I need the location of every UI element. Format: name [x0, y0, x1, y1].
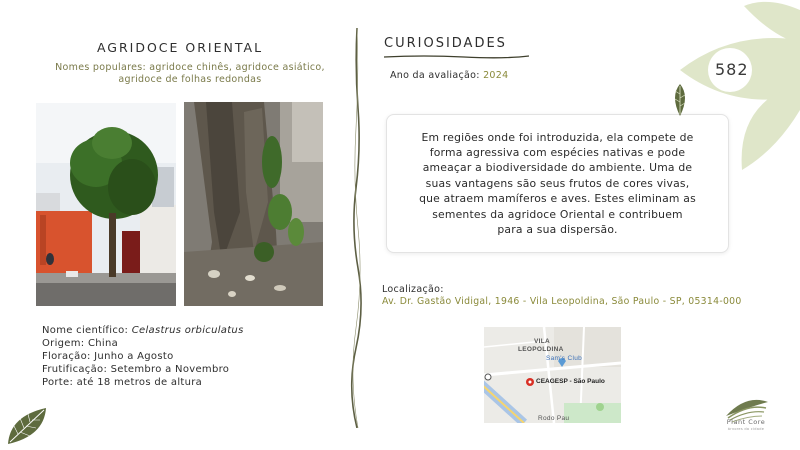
scientific-name-label: Nome científico: [42, 325, 132, 336]
location-address[interactable]: Av. Dr. Gastão Vidigal, 1946 - Vila Leopoldina, São Paulo - SP, 05314-000 [382, 296, 742, 307]
curiosity-line: suas vantagens são seus frutos de cores vivas, [425, 176, 690, 190]
evaluation-year-value: 2024 [483, 70, 509, 81]
scientific-name [42, 324, 244, 337]
location-map[interactable] [484, 327, 621, 423]
popular-names [30, 62, 350, 86]
vertical-divider [350, 28, 364, 428]
popular-names-line-1: Nomes populares: agridoce chinês, agridoce asiático, [55, 62, 325, 73]
curiosity-line: ameaçar a biodiversidade do ambiente. Uma de [422, 161, 693, 175]
curiosity-line: Em regiões onde foi introduzida, ela compete de [421, 130, 694, 144]
trunk-photo-illustration [184, 102, 323, 306]
species-title: AGRIDOCE ORIENTAL [96, 40, 264, 55]
brand-name: Plant Core [726, 418, 766, 426]
size: Porte: até 18 metros de altura [42, 377, 203, 388]
curiosities-heading: CURIOSIDADES [384, 36, 507, 51]
evaluation-year [390, 70, 508, 81]
popular-names-line-2: agridoce de folhas redondas [118, 74, 262, 85]
curiosity-text [419, 130, 696, 238]
small-leaf-icon [670, 84, 690, 116]
tree-photo [36, 103, 176, 306]
brand-tagline: árvores da cidade [727, 427, 765, 431]
scientific-name-value: Celastrus orbiculatus [131, 325, 244, 336]
location-label: Localização: [382, 284, 444, 295]
map-district-line-1: VILA [534, 338, 551, 345]
trunk-photo [184, 102, 323, 306]
decorative-leaves [672, 0, 800, 180]
map-district-line-2: LEOPOLDINA [518, 346, 564, 353]
origin: Origem: China [42, 338, 119, 349]
corner-leaf-icon [6, 406, 48, 446]
species-facts [42, 324, 244, 389]
map-poi-label: Sam's Club [546, 355, 583, 362]
map-street-label: Rodo Pau [538, 415, 570, 422]
flowering: Floração: Junho a Agosto [42, 351, 174, 362]
curiosity-line: para a sua dispersão. [497, 223, 618, 237]
evaluation-year-label: Ano da avaliação: [390, 70, 484, 81]
tree-photo-illustration [36, 103, 176, 306]
map-pin-label: CEAGESP - São Paulo [536, 378, 605, 385]
map-illustration [484, 327, 621, 423]
curiosity-line: forma agressiva com espécies nativas e pode [429, 145, 686, 159]
heading-underline [384, 52, 529, 60]
tree-number-badge: 582 [715, 60, 749, 79]
curiosity-line: que atraem mamíferos e aves. Estes eliminam as [419, 192, 696, 206]
curiosity-line: sementes da agridoce Oriental e contribuem [432, 207, 683, 221]
fruiting: Frutificação: Setembro a Novembro [42, 364, 230, 375]
